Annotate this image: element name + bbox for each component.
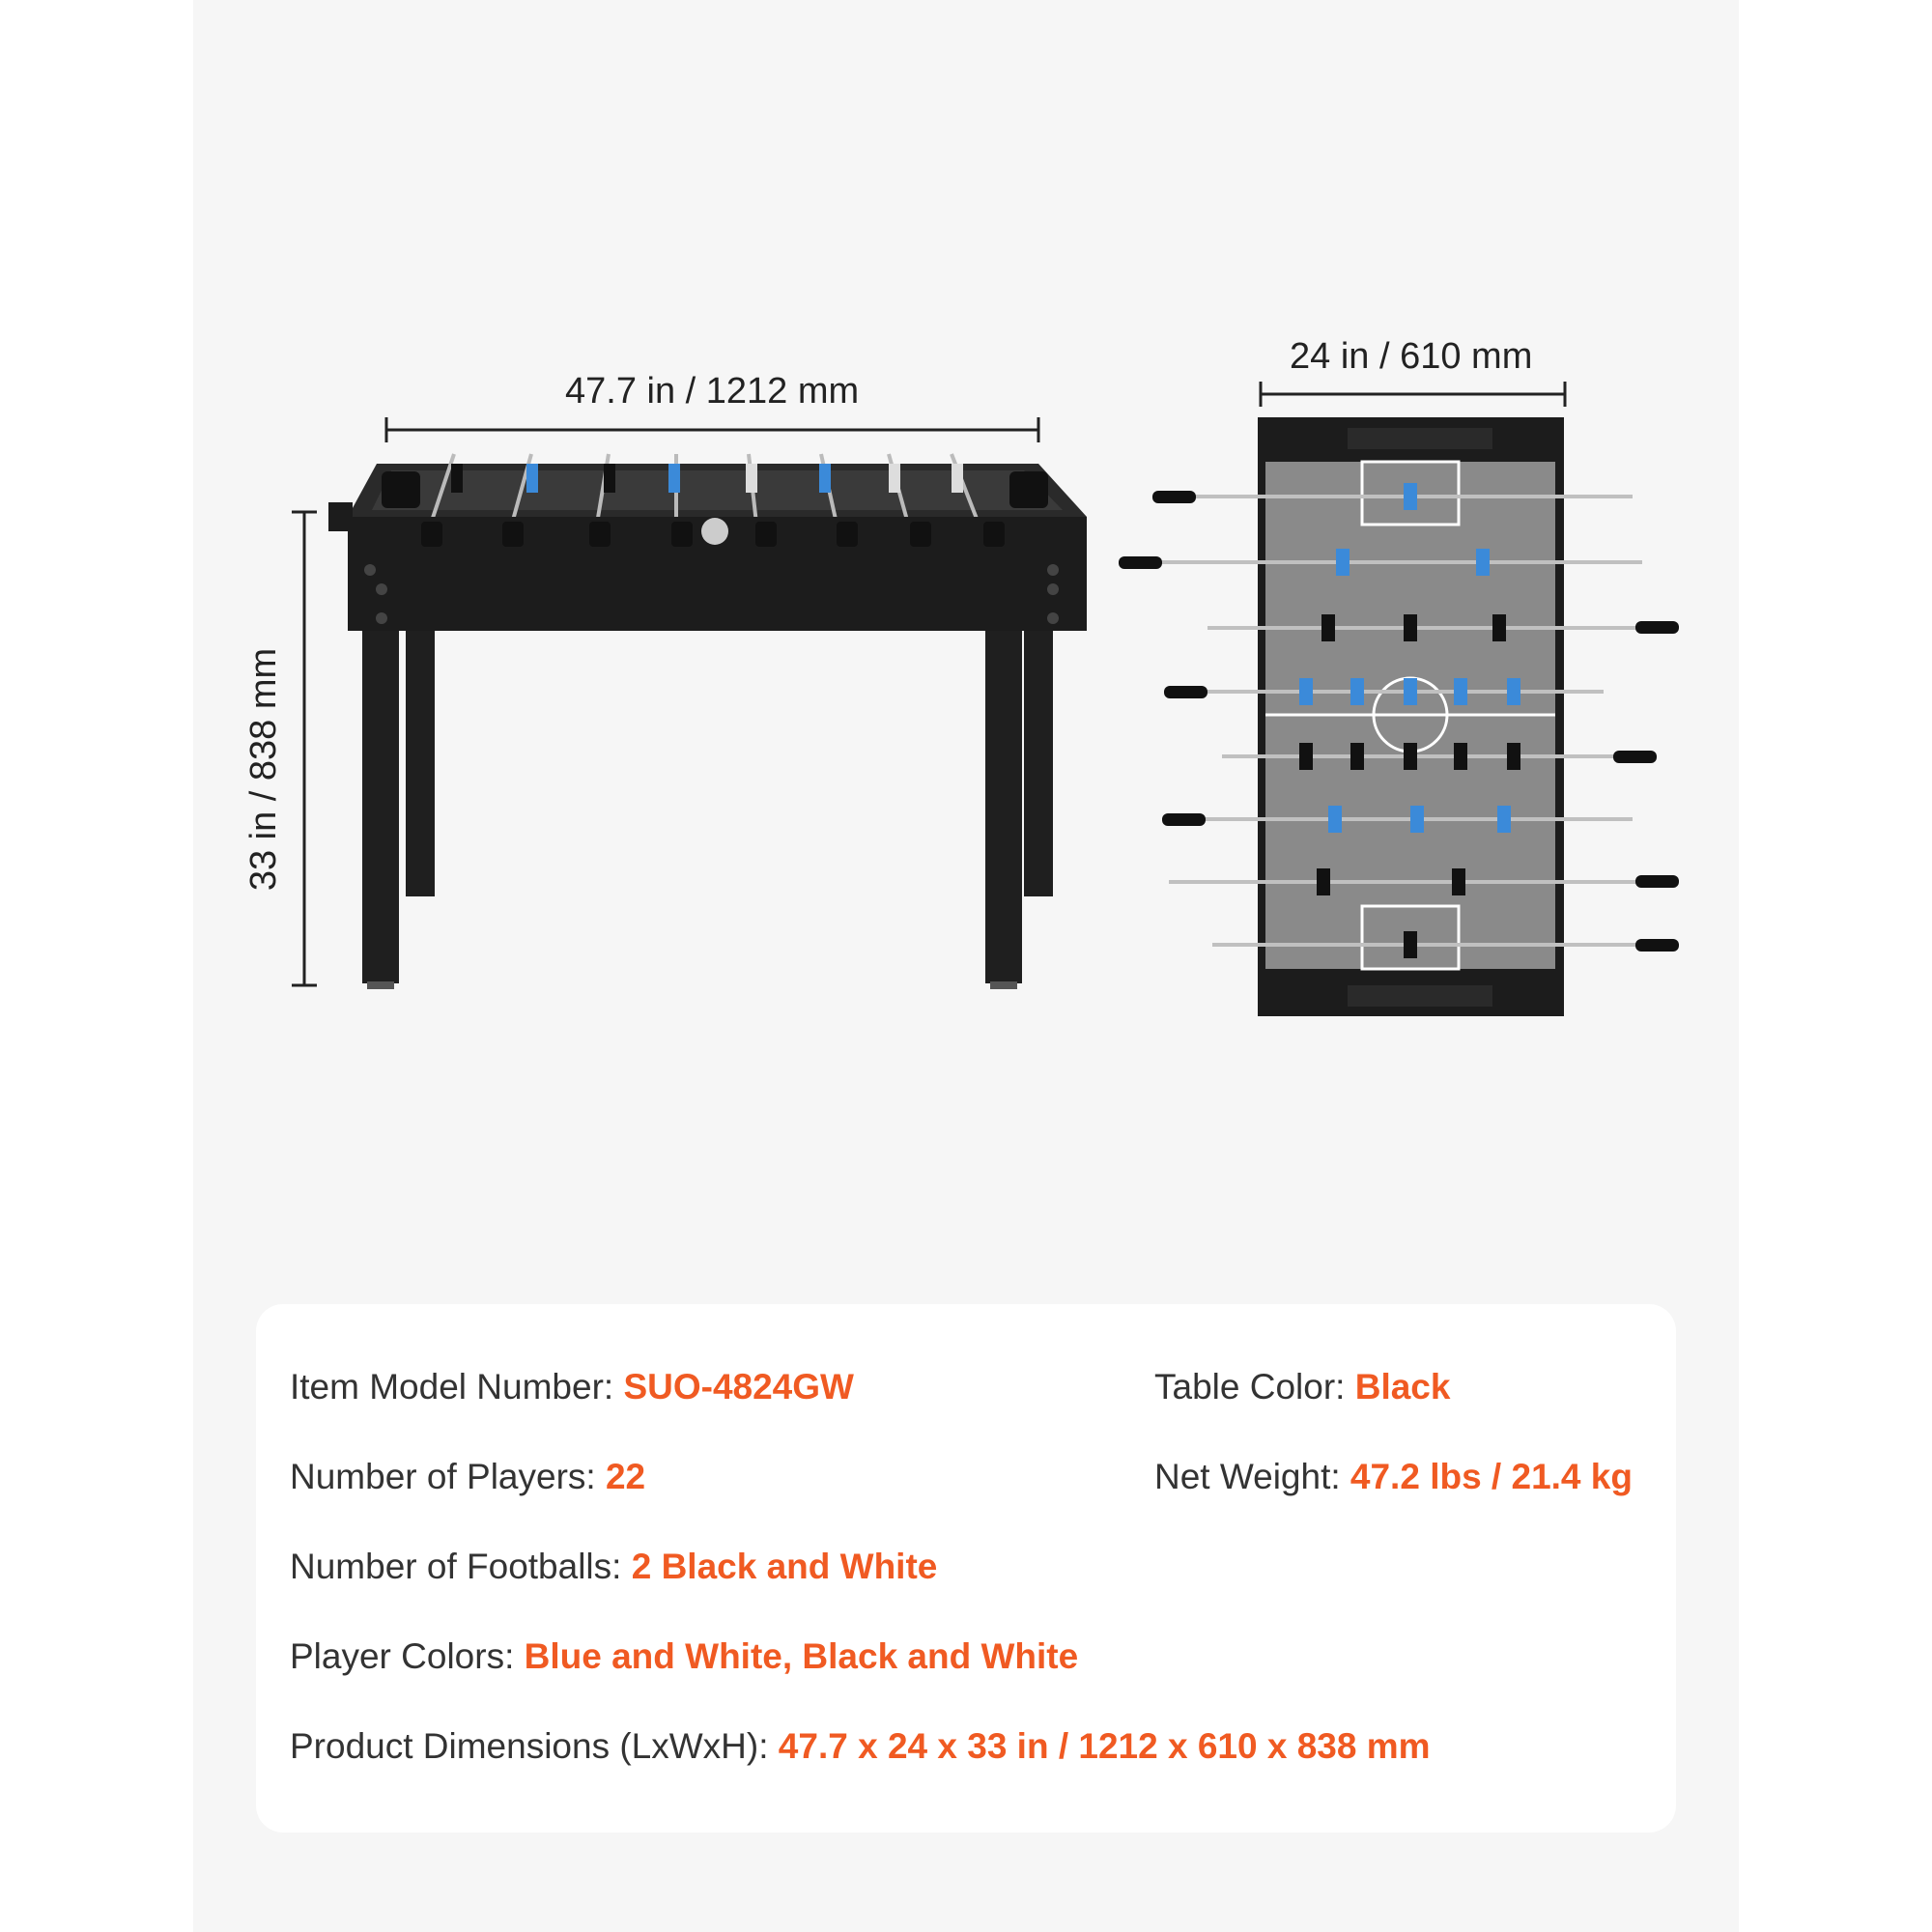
length-label: 47.7 in / 1212 mm — [565, 371, 860, 412]
spec-model — [290, 1367, 854, 1407]
width-label: 24 in / 610 mm — [1290, 336, 1533, 377]
spec-player-colors — [290, 1636, 1078, 1677]
spec-net-weight-value: 47.2 lbs / 21.4 kg — [1350, 1457, 1633, 1496]
spec-model-label: Item Model Number: — [290, 1367, 624, 1406]
spec-model-value: SUO-4824GW — [623, 1367, 854, 1406]
spec-footballs-value: 2 Black and White — [631, 1547, 938, 1586]
spec-player-colors-value: Blue and White, Black and White — [524, 1636, 1079, 1676]
spec-player-colors-label: Player Colors: — [290, 1636, 525, 1676]
spec-table-color-value: Black — [1354, 1367, 1451, 1406]
spec-table-color-label: Table Color: — [1154, 1367, 1355, 1406]
spec-footballs — [290, 1547, 937, 1587]
spec-product-dimensions — [290, 1726, 1431, 1767]
spec-product-dimensions-label: Product Dimensions (LxWxH): — [290, 1726, 779, 1766]
spec-table-color — [1154, 1367, 1450, 1407]
height-label: 33 in / 838 mm — [243, 647, 285, 892]
spec-players-value: 22 — [605, 1457, 646, 1496]
spec-footballs-label: Number of Footballs: — [290, 1547, 632, 1586]
spec-net-weight-label: Net Weight: — [1154, 1457, 1350, 1496]
spec-product-dimensions-value: 47.7 x 24 x 33 in / 1212 x 610 x 838 mm — [778, 1726, 1431, 1766]
score-counter-top — [1348, 428, 1492, 449]
score-counter-bottom — [1348, 985, 1492, 1007]
spec-players — [290, 1457, 645, 1497]
spec-net-weight — [1154, 1457, 1633, 1497]
spec-players-label: Number of Players: — [290, 1457, 606, 1496]
width-dimension-line — [1261, 382, 1565, 407]
